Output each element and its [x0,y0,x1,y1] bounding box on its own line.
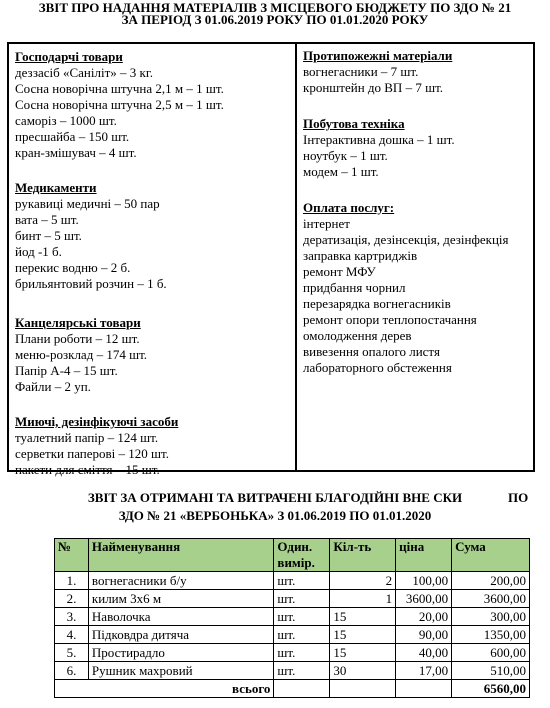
material-item: рукавиці медичні – 50 пар [15,196,160,211]
table-cell: 90,00 [396,626,452,644]
material-item: вата – 5 шт. [15,212,79,227]
materials-left-column [9,44,297,477]
table-cell: 15 [330,608,396,626]
section-heading: Миючі, дезінфікуючі засоби [15,414,179,429]
table-cell: 5. [55,644,89,662]
material-item: ремонт МФУ [303,264,376,279]
total-label: всього [55,680,274,698]
table-cell: шт. [274,644,330,662]
material-item: дератизація, дезінсекція, дезінфекція [303,232,509,247]
material-item: туалетний папір – 124 шт. [15,430,159,445]
left_sections-section-1 [15,180,293,292]
column-header: № [55,539,89,572]
empty-cell [330,680,396,698]
table-cell: 6. [55,662,89,680]
section-heading: Оплата послуг: [303,200,395,215]
table-cell: 20,00 [396,608,452,626]
table-cell: шт. [274,608,330,626]
right_sections-section-2 [303,200,531,376]
table-cell: 510,00 [452,662,530,680]
report2-title-line1 [0,489,550,506]
materials-box [7,42,535,477]
column-header: Найменування [88,539,274,572]
table-cell: шт. [274,626,330,644]
report2-title-line2: ЗДО № 21 «ВЕРБОНЬКА» З 01.06.2019 ПО 01.01.2020 [118,508,432,523]
material-item: кронштейн до ВП – 7 шт. [303,80,444,95]
material-item: брильянтовий розчин – 1 б. [15,276,167,291]
table-cell: Рушник махровий [88,662,274,680]
material-item: пресшайба – 150 шт. [15,129,130,144]
material-item: кран-змішувач – 4 шт. [15,145,137,160]
material-item: ноутбук – 1 шт. [303,148,388,163]
table-cell: 100,00 [396,572,452,590]
material-item: йод -1 б. [15,244,62,259]
material-item: Папір А-4 – 15 шт. [15,363,118,378]
table-cell: 1350,00 [452,626,530,644]
table-cell: Простирадло [88,644,274,662]
material-item: Файли – 2 уп. [15,379,91,394]
table-cell: Наволочка [88,608,274,626]
report1-title-line1: ЗВІТ ПРО НАДАННЯ МАТЕРІАЛІВ З МІСЦЕВОГО БЮДЖЕТУ ПО ЗДО № 21 [38,0,512,15]
column-header: ціна [396,539,452,572]
material-item: інтернет [303,216,350,231]
material-item: бинт – 5 шт. [15,228,82,243]
material-item: Плани роботи – 12 шт. [15,331,140,346]
donations-table [54,538,530,698]
table-cell: 30 [330,662,396,680]
table-cell: шт. [274,662,330,680]
column-header: Кіл-ть [330,539,396,572]
material-item: модем – 1 шт. [303,164,379,179]
section-heading: Побутова техніка [303,116,405,131]
table-cell: 200,00 [452,572,530,590]
material-item: заправка картриджів [303,248,418,263]
material-item: пакети для сміття – 15 шт. [15,462,160,477]
material-item: Сосна новорічна штучна 2,5 м – 1 шт. [15,97,224,112]
table-row [55,644,530,662]
table-cell: 3. [55,608,89,626]
material-item: меню-розклад – 174 шт. [15,347,148,362]
table-cell: шт. [274,590,330,608]
material-item: деззасіб «Саніліт» – 3 кг. [15,65,153,80]
table-cell: 40,00 [396,644,452,662]
table-cell: 3600,00 [396,590,452,608]
table-row [55,608,530,626]
table-cell: 4. [55,626,89,644]
material-item: вивезення опалого листя [303,344,440,359]
material-item: серветки паперові – 120 шт. [15,446,169,461]
column-header: Сума [452,539,530,572]
left_sections-section-3 [15,414,293,478]
table-cell: 3600,00 [452,590,530,608]
left_sections-section-0 [15,49,293,161]
report2-title-text: ЗВІТ ЗА ОТРИМАНІ ТА ВИТРАЧЕНІ БЛАГОДІЙНІ ВНЕ СКИ [87,490,463,505]
table-cell: 15 [330,644,396,662]
total-row [55,680,530,698]
section-heading: Канцелярські товари [15,315,141,330]
material-item: вогнегасники – 7 шт. [303,64,419,79]
section-heading: Медикаменти [15,180,97,195]
table-cell: 300,00 [452,608,530,626]
material-item: лабораторного обстеження [303,360,452,375]
material-item: ремонт опори теплопостачання [303,312,477,327]
material-item: саморіз – 1000 шт. [15,113,117,128]
right_sections-section-1 [303,116,531,180]
report2-title-po: ПО [508,490,529,505]
table-row [55,572,530,590]
material-item: придбання чорнил [303,280,406,295]
table-row [55,590,530,608]
empty-cell [396,680,452,698]
material-item: перезарядка вогнегасників [303,296,451,311]
report1-title-line2: ЗА ПЕРІОД З 01.06.2019 РОКУ ПО 01.01.2020 РОКУ [121,12,429,27]
table-cell: Підковдра дитяча [88,626,274,644]
table-cell: 2. [55,590,89,608]
empty-cell [274,680,330,698]
total-value: 6560,00 [452,680,530,698]
table-row [55,662,530,680]
table-cell: 600,00 [452,644,530,662]
column-header: Один. вимір. [274,539,330,572]
right_sections-section-0 [303,48,531,96]
table-cell: 1. [55,572,89,590]
table-row [55,626,530,644]
table-cell: вогнегасники б/у [88,572,274,590]
table-cell: шт. [274,572,330,590]
table-cell: 17,00 [396,662,452,680]
section-heading: Протипожежні матеріали [303,48,453,63]
material-item: омолодження дерев [303,328,412,343]
table-cell: 1 [330,590,396,608]
left_sections-section-2 [15,315,293,395]
materials-right-column [297,44,533,470]
material-item: Сосна новорічна штучна 2,1 м – 1 шт. [15,81,224,96]
material-item: Інтерактивна дошка – 1 шт. [303,132,455,147]
section-heading: Господарчі товари [15,49,123,64]
table-header-row [55,539,530,572]
table-cell: килим 3х6 м [88,590,274,608]
table-cell: 15 [330,626,396,644]
table-cell: 2 [330,572,396,590]
material-item: перекис водню – 2 б. [15,260,131,275]
